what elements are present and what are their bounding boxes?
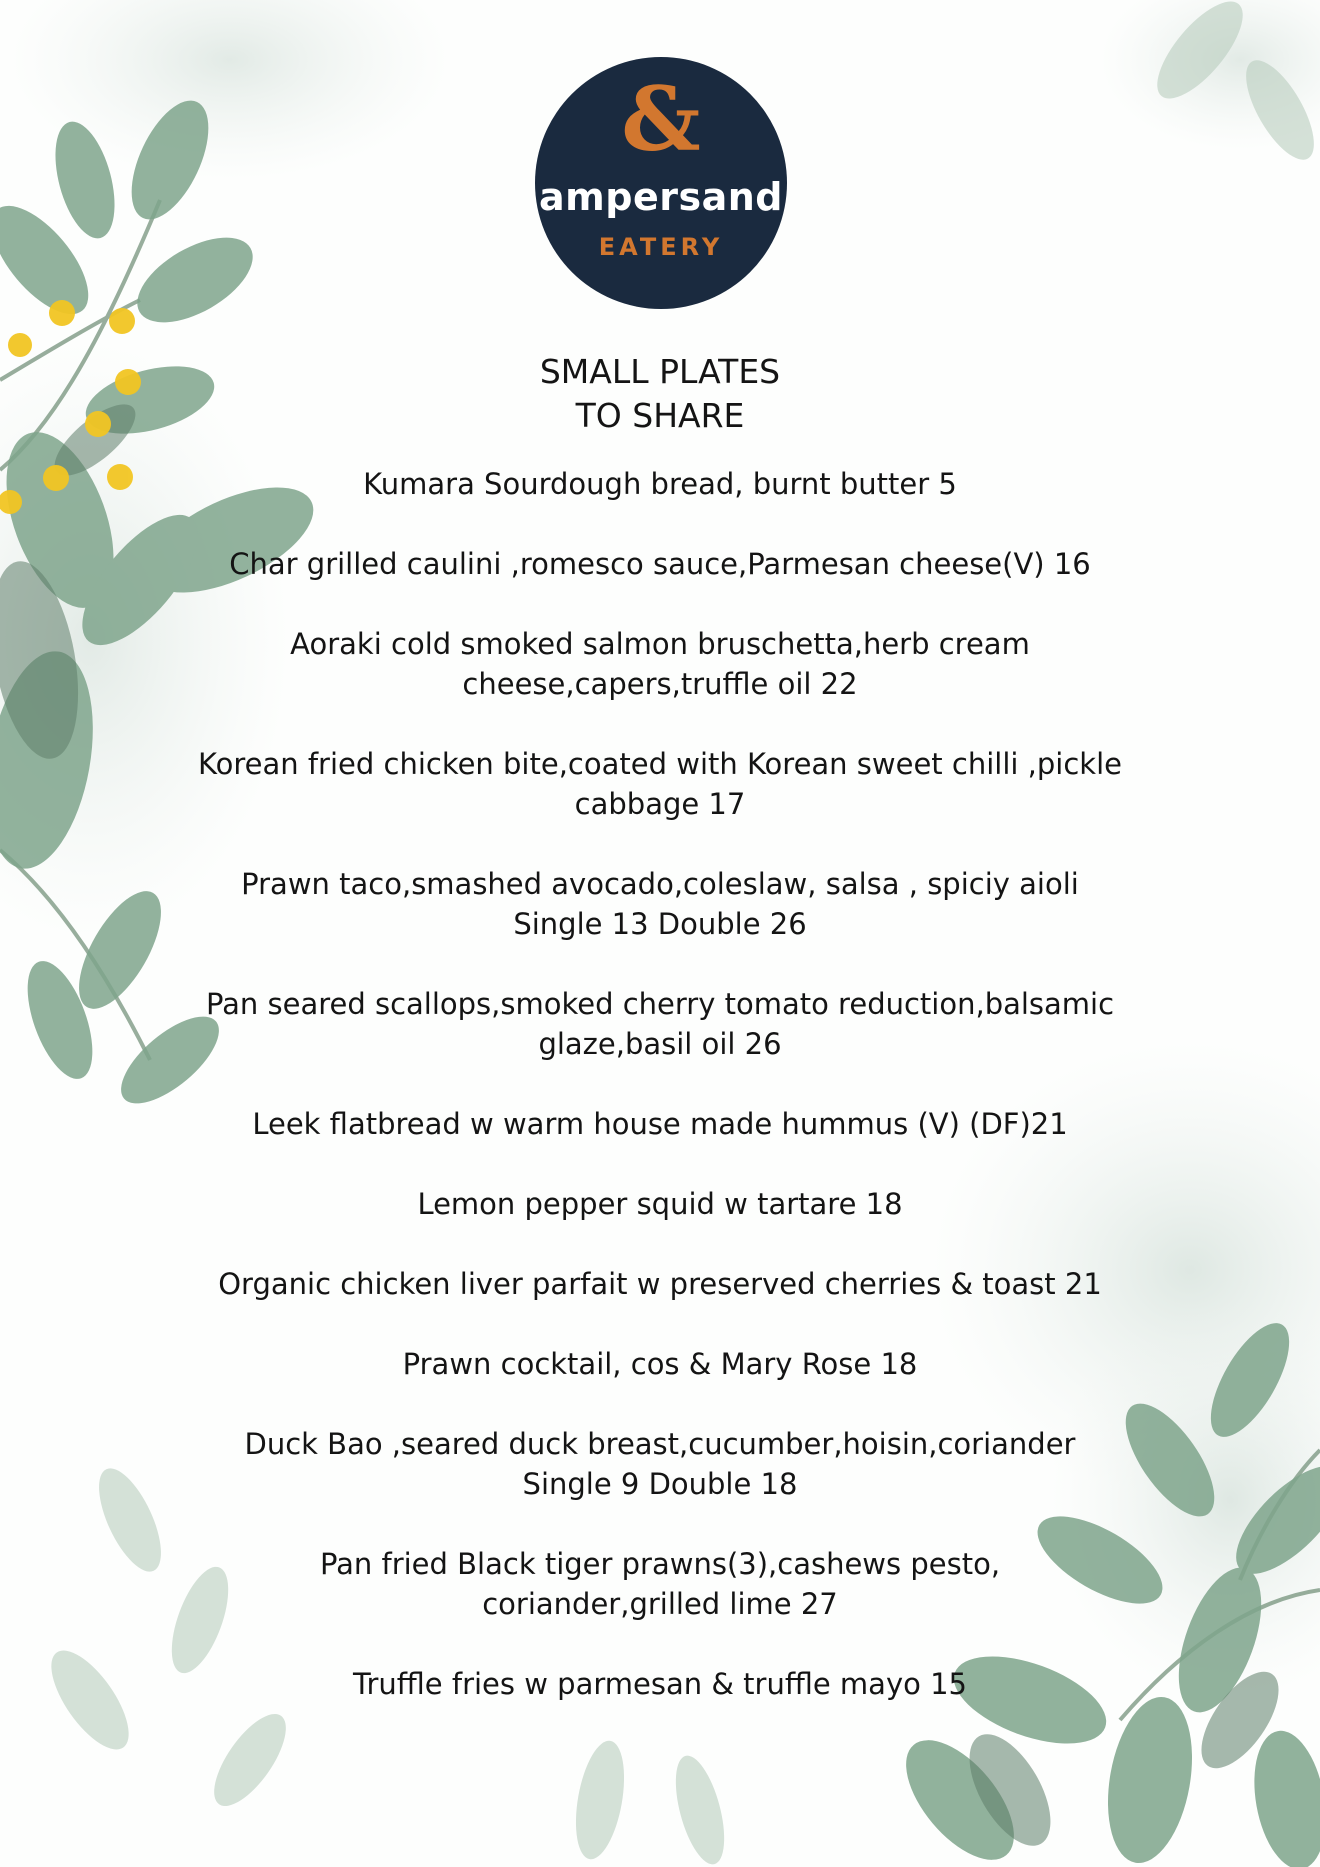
- menu-item-line: Prawn taco,smashed avocado,coleslaw, salsa , spiciy aioli: [241, 867, 1079, 901]
- menu-item: [160, 624, 1160, 704]
- menu-item-line: Truffle fries w parmesan & truffle mayo 15: [353, 1667, 967, 1701]
- menu-item: [160, 984, 1160, 1064]
- menu-item: [160, 1344, 1160, 1384]
- menu-item: [160, 464, 1160, 504]
- menu-item: [160, 1264, 1160, 1304]
- menu-item-line: glaze,basil oil 26: [538, 1027, 782, 1061]
- menu-item-line: Aoraki cold smoked salmon bruschetta,herb cream: [290, 627, 1030, 661]
- menu-item-line: cabbage 17: [574, 787, 746, 821]
- menu-item: [160, 1104, 1160, 1144]
- menu-item-line: Organic chicken liver parfait w preserved cherries & toast 21: [218, 1267, 1102, 1301]
- ampersand-eatery-logo: [535, 57, 787, 309]
- menu-item-line: Pan fried Black tiger prawns(3),cashews pesto,: [319, 1547, 1001, 1581]
- menu-item: [160, 544, 1160, 584]
- logo-ampersand-symbol: &: [621, 67, 701, 171]
- menu-item-line: Prawn cocktail, cos & Mary Rose 18: [402, 1347, 918, 1381]
- menu-item: [160, 1184, 1160, 1224]
- menu-item-line: Pan seared scallops,smoked cherry tomato reduction,balsamic: [205, 987, 1115, 1021]
- menu-item: [160, 1424, 1160, 1504]
- menu-item: [160, 864, 1160, 944]
- menu-item: [160, 1664, 1160, 1704]
- menu-section-title-line2: TO SHARE: [575, 396, 745, 435]
- logo-subtitle: EATERY: [598, 233, 724, 261]
- menu-item-line: Korean fried chicken bite,coated with Korean sweet chilli ,pickle: [198, 747, 1122, 781]
- menu-item-line: Single 9 Double 18: [522, 1467, 798, 1501]
- menu-item-line: coriander,grilled lime 27: [482, 1587, 838, 1621]
- menu-section-title-line1: SMALL PLATES: [539, 352, 781, 391]
- menu-item: [160, 744, 1160, 824]
- menu-item-line: Char grilled caulini ,romesco sauce,Parmesan cheese(V) 16: [229, 547, 1091, 581]
- menu-item-line: Duck Bao ,seared duck breast,cucumber,hoisin,coriander: [244, 1427, 1076, 1461]
- menu-item-line: Lemon pepper squid w tartare 18: [417, 1187, 903, 1221]
- menu-section-title: [160, 350, 1160, 438]
- logo-brand-name: ampersand: [539, 175, 783, 219]
- menu-item-line: Leek flatbread w warm house made hummus (V) (DF)21: [252, 1107, 1068, 1141]
- menu-item-line: Single 13 Double 26: [513, 907, 807, 941]
- menu-item-line: cheese,capers,truffle oil 22: [462, 667, 858, 701]
- menu-item: [160, 1544, 1160, 1624]
- menu-item-line: Kumara Sourdough bread, burnt butter 5: [363, 467, 957, 501]
- small-plates-menu: [160, 350, 1160, 1744]
